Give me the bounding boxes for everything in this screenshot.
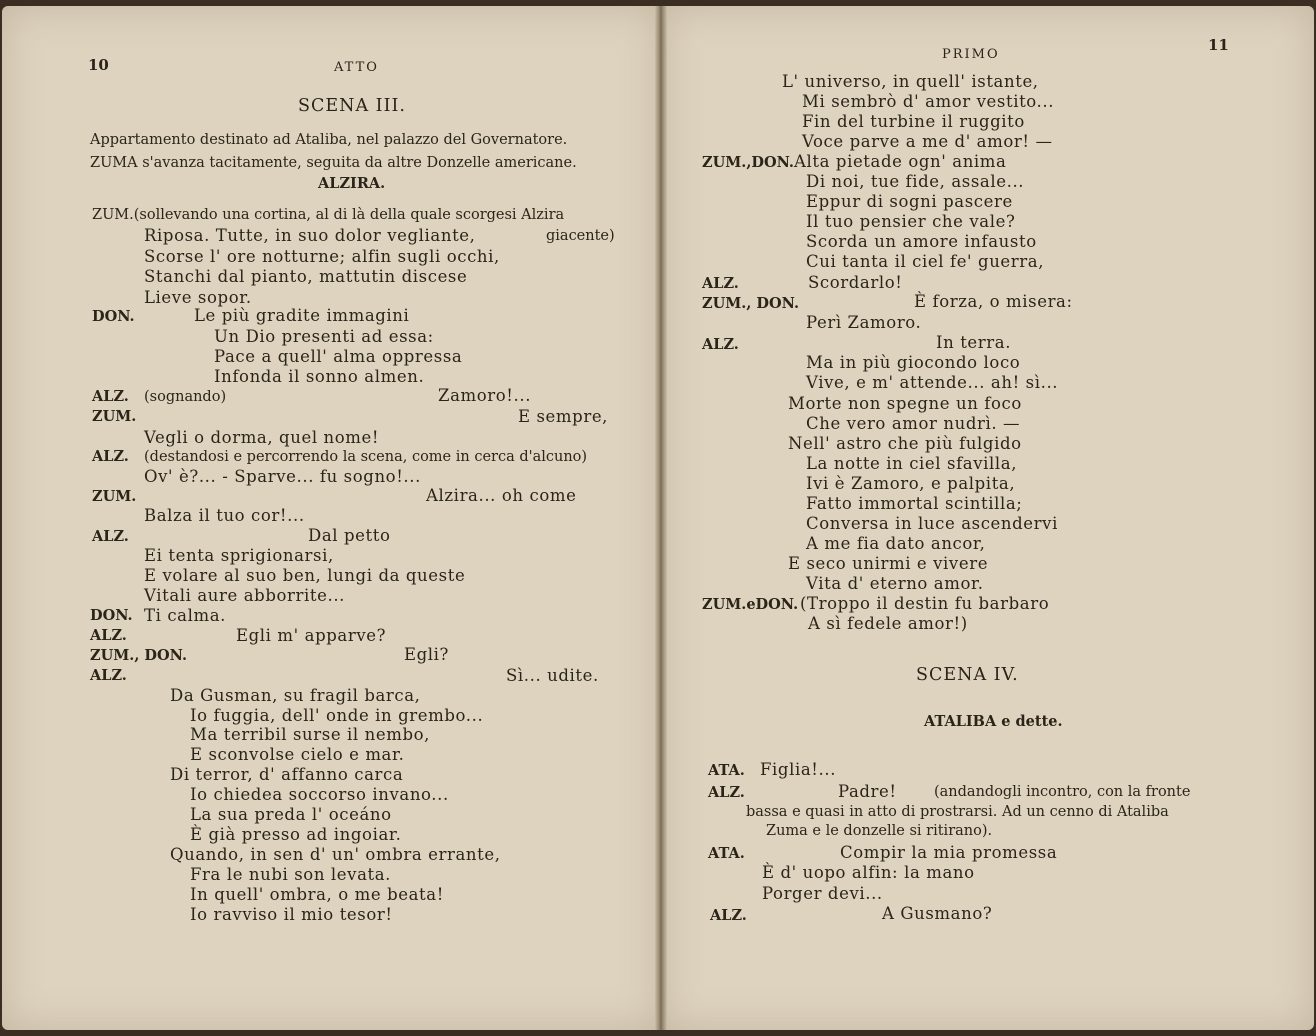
running-head: ATTO [334,60,379,75]
verse-line: Quando, in sen d' un' ombra errante, [170,845,501,864]
verse-line: Padre! [838,782,897,801]
speaker: ZUM., DON. [90,647,188,664]
speaker: ZUM.eDON. [702,596,799,613]
verse-line: Di noi, tue fide, assale... [806,172,1025,191]
verse-line: È già presso ad ingoiar. [190,825,402,844]
verse-line: Riposa. Tutte, in suo dolor vegliante, [144,226,476,245]
verse-line: Perì Zamoro. [806,313,922,332]
verse-line: Alta pietade ogn' anima [794,152,1007,171]
verse-line: Scorda un amore infausto [806,232,1037,251]
speaker: ALZ. [702,336,739,353]
verse-line: E sconvolse cielo e mar. [190,745,405,764]
verse-line: Sì... udite. [506,666,599,685]
verse-line: Zamoro!... [438,386,532,405]
verse-line: E volare al suo ben, lungi da queste [144,566,466,585]
verse-line: E seco unirmi e vivere [788,554,989,573]
speaker: ZUM.,DON. [702,154,794,171]
stage-direction: (andandogli incontro, con la fronte [934,784,1191,800]
verse-line: A me fia dato ancor, [806,534,986,553]
verse-line: Fin del turbine il ruggito [802,112,1025,131]
verse-line: Compir la mia promessa [840,843,1058,862]
left-page [2,6,660,1030]
verse-line: Fra le nubi son levata. [190,865,392,884]
verse-line: Pace a quell' alma oppressa [214,347,463,366]
verse-line: In quell' ombra, o me beata! [190,885,444,904]
verse-line: Ivi è Zamoro, e palpita, [806,474,1016,493]
stage-direction: ZUMA s'avanza tacitamente, seguita da altre Donzelle americane. [90,155,577,171]
page-number: 11 [1208,36,1229,54]
verse-line: Ma terribil surse il nembo, [190,725,431,744]
verse-line: Figlia!... [760,760,837,779]
running-head: PRIMO [942,47,1000,62]
speaker: ATA. [708,845,745,862]
verse-line: Scorse l' ore notturne; alfin sugli occhi, [144,247,500,266]
speaker: ATA. [708,762,745,779]
verse-line: Conversa in luce ascendervi [806,514,1058,533]
verse-line: Che vero amor nudrì. — [806,414,1021,433]
speaker: ALZ. [90,627,127,644]
stage-direction: (sognando) [144,389,227,405]
speaker: DON. [92,308,135,325]
verse-line: La notte in ciel sfavilla, [806,454,1018,473]
speaker: ALZ. [90,667,127,684]
speaker: ZUM. [92,488,137,505]
right-page [662,6,1314,1030]
verse-line: Di terror, d' affanno carca [170,765,404,784]
verse-line: Morte non spegne un foco [788,394,1022,413]
verse-line: Mi sembrò d' amor vestito... [802,92,1055,111]
verse-line: Vive, e m' attende... ah! sì... [806,373,1059,392]
verse-line: Cui tanta il ciel fe' guerra, [806,252,1045,271]
stage-direction: giacente) [546,228,615,244]
verse-line: Vitali aure abborrite... [144,586,346,605]
verse-line: Stanchi dal pianto, mattutin discese [144,267,468,286]
verse-line: La sua preda l' oceáno [190,805,392,824]
verse-line: È forza, o misera: [914,292,1073,311]
verse-line: Vita d' eterno amor. [806,574,984,593]
verse-line: (Troppo il destin fu barbaro [800,594,1050,613]
scene-title: SCENA III. [298,96,406,116]
stage-direction: Appartamento destinato ad Ataliba, nel palazzo del Governatore. [90,132,568,148]
dialogue-line: ZUM.(sollevando una cortina, al di là della quale scorgesi Alzira [92,207,565,223]
scene-title: SCENA IV. [916,665,1019,685]
verse-line: Le più gradite immagini [194,306,410,325]
verse-line: Il tuo pensier che vale? [806,212,1016,231]
verse-line: Io fuggia, dell' onde in grembo... [190,706,484,725]
verse-line: E sempre, [518,407,609,426]
verse-line: Nell' astro che più fulgido [788,434,1022,453]
stage-direction: Zuma e le donzelle si ritirano). [766,823,993,839]
verse-line: Infonda il sonno almen. [214,367,425,386]
verse-line: A Gusmano? [882,904,993,923]
verse-line: Io chiedea soccorso invano... [190,785,449,804]
verse-line: Da Gusman, su fragil barca, [170,686,421,705]
verse-line: Fatto immortal scintilla; [806,494,1023,513]
speaker: ALZ. [702,275,739,292]
verse-line: Lieve sopor. [144,288,252,307]
verse-line: Egli? [404,645,450,664]
page-number: 10 [88,56,109,74]
verse-line: Ov' è?... - Sparve... fu sogno!... [144,467,421,486]
speaker: ALZ. [92,448,129,465]
verse-line: Porger devi... [762,884,883,903]
stage-direction: ATALIBA e dette. [924,713,1063,730]
verse-line: Ti calma. [144,606,227,625]
verse-line: Eppur di sogni pascere [806,192,1013,211]
book-gutter [655,6,667,1030]
speaker: ALZ. [710,907,747,924]
verse-line: Egli m' apparve? [236,626,387,645]
verse-line: Voce parve a me d' amor! — [802,132,1053,151]
speaker: ALZ. [708,784,745,801]
verse-line: In terra. [936,333,1012,352]
verse-line: A sì fedele amor!) [808,614,968,633]
verse-line: Dal petto [308,526,391,545]
verse-line: Io ravviso il mio tesor! [190,905,393,924]
speaker: ALZ. [92,528,129,545]
verse-line: Ma in più giocondo loco [806,353,1021,372]
verse-line: È d' uopo alfin: la mano [762,863,975,882]
verse-line: Balza il tuo cor!... [144,506,305,525]
verse-line: Scordarlo! [808,273,903,292]
verse-line: Ei tenta sprigionarsi, [144,546,334,565]
verse-line: Alzira... oh come [426,486,577,505]
stage-direction: bassa e quasi in atto di prostrarsi. Ad un cenno di Ataliba [746,804,1169,820]
speaker: ALZ. [92,388,129,405]
verse-line: Vegli o dorma, quel nome! [144,428,380,447]
speaker: ZUM. [92,408,137,425]
speaker: DON. [90,607,133,624]
verse-line: L' universo, in quell' istante, [782,72,1039,91]
verse-line: Un Dio presenti ad essa: [214,327,434,346]
stage-direction: (destandosi e percorrendo la scena, come in cerca d'alcuno) [144,449,588,465]
stage-direction: ALZIRA. [318,175,386,192]
speaker: ZUM., DON. [702,295,800,312]
